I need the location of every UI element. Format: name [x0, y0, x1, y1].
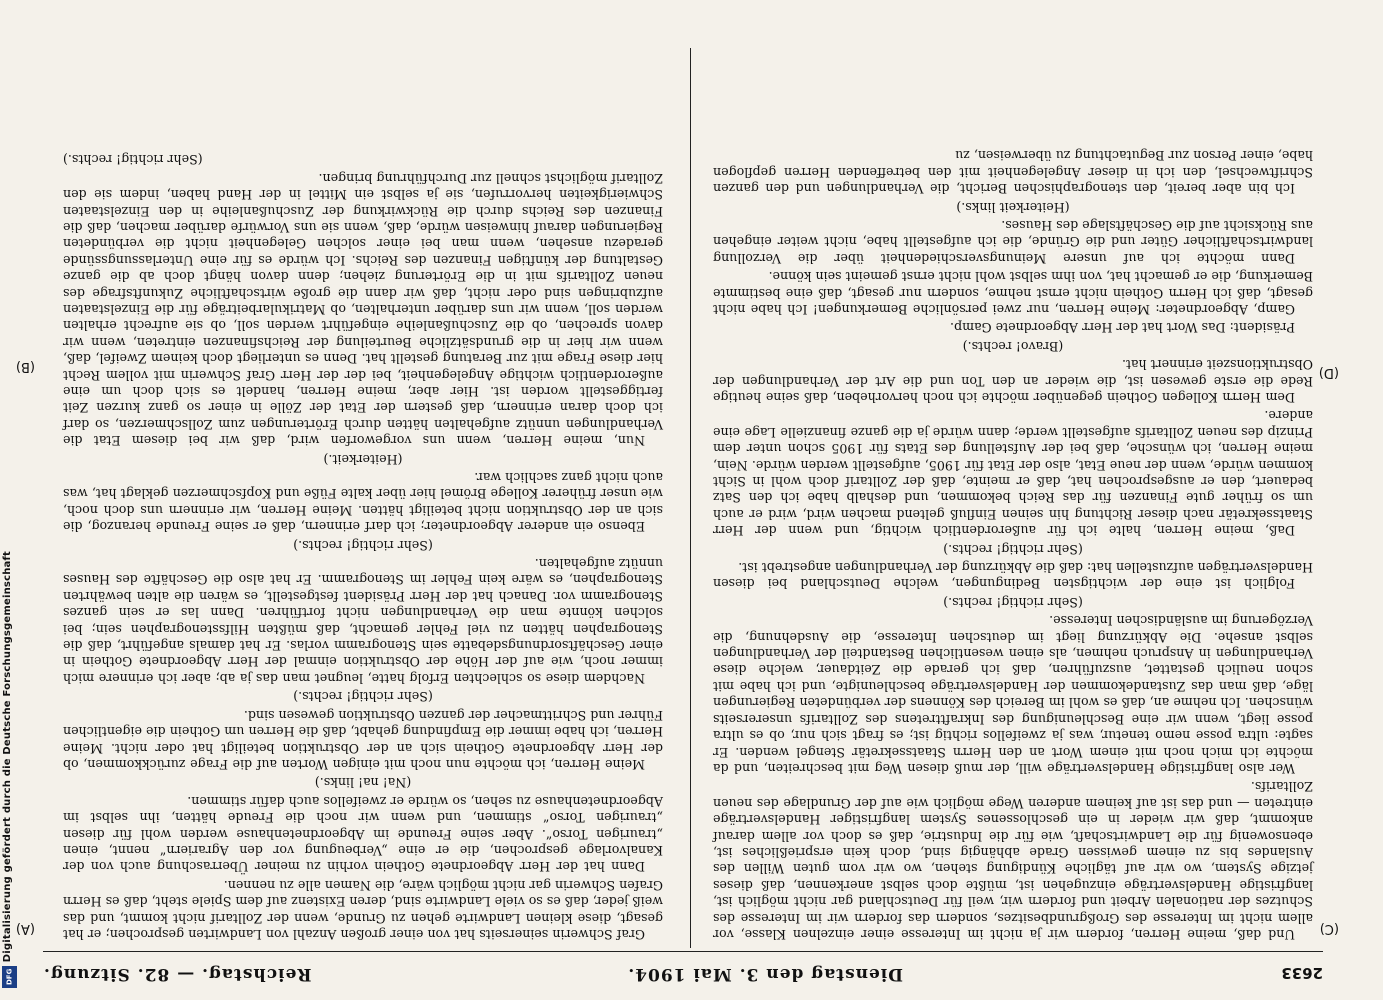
interjection: (Sehr richtig! rechts.) — [943, 594, 1083, 610]
speaker-paragraph: Gamp, Abgeordneter: Meine Herren, nur zwei persönliche Bemerkungen! Ich habe nicht gesagt, daß ich Herrn Gothein nicht ernst nehme, sondern nur gesagt, daß eine bestimmte Bemerkung, die er gemacht hat, von ihm selbst wohl nicht ernst gemeint sein könne. — [713, 269, 1313, 317]
paragraph: Folglich ist eine der wichtigsten Bedingungen, welche Deutschland bei diesen Handelsverträgen aufzustellen hat: daß die Abkürzung der Verhandlungen angestrebt ist. — [713, 560, 1313, 592]
interjection: (Sehr richtig! rechts.) — [63, 152, 203, 168]
margin-marker-c: (C) — [1319, 921, 1339, 936]
header-session: Reichstag. — 82. Sitzung. — [43, 964, 312, 984]
interjection: (Bravo! rechts.) — [962, 338, 1064, 354]
header-rule — [43, 951, 1323, 952]
digitization-credit — [2, 550, 18, 990]
interjection: (Heiterkeit links.) — [956, 199, 1070, 215]
paragraph: Nachdem diese so schlechten Erfolg hatte, leugnet man das ja ab; aber ich erinnere mich immer noch, wie auf der Höhe der Obstruktion einmal der Herr Abgeordnete Gothein in einer Geschäftsordnungsdebatte sein Stenogramm vorlas. Er hat damals angeführt, daß die Stenographen hätten zu viel Fehler gemacht, daß müßten Hilfsstenographen sein; bei solchen könnte man die Verhandlungen nicht fortführen. Dann las er sein ganzes Stenogramm vor. Danach hat der Herr Präsident festgestellt, es wären die alten bewährten Stenographen, es wäre kein Fehler im Stenogramm. Er hat also die Geschäfte des Hauses unnütz aufgehalten. — [63, 556, 663, 686]
interjection: (Heiterkeit.) — [323, 451, 403, 467]
paragraph: Und daß, meine Herren, fordern wir ja nicht im Interesse einer einzelnen Klasse, vor allem nicht im Interesse des Großgrundbesitzes, sondern das fordern wir im Interesse des Schutzes der nationalen Arbeit und fordern wir, weil für Deutschland gar nicht möglich ist, langfristige Handelsverträge einzugehen ist, müßte doch selbst anerkennen, daß dieses jetzige System, wo wir auf tägliche Kündigung stehen, wo wir vom guten Willen des Auslandes bis zu einem gewissen Grade abhängig sind, doch kein ersprießliches ist, ebensowenig für die Landwirtschaft, wie für die Industrie, daß es doch vor allem darauf ankommt, daß wir wieder in ein geschlossenes System langfristiger Handelsverträge eintreten — und das ist auf keinem anderen Wege möglich wie auf der Grundlage des neuen Zolltarifs. — [713, 779, 1313, 942]
page-header — [43, 956, 1323, 986]
paragraph: Wer also langfristige Handelsverträge will, der muß diesen Weg mit beschreiten, und da möchte ich mich noch mit einem Wort an den Herrn Staatssekretär Stengel wenden. Er sagte: ultra posse nemo tenetur, was ja zweifellos richtig ist; es fragt sich nur, ob es ultra posse liegt, wenn wir eine Beschleunigung des Inkrafttretens des Zolltarifs unsererseits wünschen. Ich nehme an, daß es wohl im Bereich des Könnens der verbündeten Regierungen läge, daß man das Zustandekommen der Handelsverträge beschleunigte, und ich habe mit schon neulich gestattet, auszuführen, daß ich gerade die Zeitdauer, welche diese Verhandlungen in Anspruch nehmen, als einen wesentlichen Bestandteil der Verhandlungen selbst ansehe. Die Abkürzung liegt im deutschen Interesse, die Ausdehnung, die Verzögerung im ausländischen Interesse. — [713, 613, 1313, 776]
paragraph: Daß, meine Herren, halte ich für außerordentlich wichtig, und wenn der Herr Staatssekretär nach dieser Richtung hin seinen Einfluß geltend machen wird, wird er auch um so früher gute Finanzen für das Reich bekommen, und deshalb habe ich den Satz bedauert, den er ausgesprochen hat, daß er meinte, daß der Zolltarif doch wohl in Sicht kommen würde, wenn der neue Etat, also der Etat für 1905, aufgestellt werden würde. Nein, meine Herren, ich wünsche, daß bei der Aufstellung des Etats für 1905 schon unter dem Prinzip des neuen Zolltarifs aufgestellt werde; dann würde ja die ganze finanzielle Lage eine andere. — [713, 408, 1313, 539]
dfg-logo: DFG — [2, 966, 17, 988]
header-date: Dienstag den 3. Mai 1904. — [627, 964, 903, 984]
interjection: (Sehr richtig! rechts.) — [943, 541, 1083, 557]
paragraph: Dann hat der Herr Abgeordnete Gothein vorhin zu meiner Überraschung auch von der Kanalvorlage gesprochen, die er eine „Verbeugung vor den Agrariern“ nennt, einen „traurigen Torso“. Aber seine Freunde im Abgeordnetenhause werden wohl für diesen „traurigen Torso“ stimmen, und wenn wir noch die Freude hätten, ihn selbst im Abgeordnetenhause zu sehen, so würde er zweifellos auch dafür stimmen. — [63, 793, 663, 875]
paragraph: Graf Schwerin seinerseits hat von einer großen Anzahl von Landwirten gesprochen; er hat gesagt, diese kleinen Landwirte gehen zu Grunde, wenn der Zolltarif nicht kommt, und das weiß jeder, daß es so viele Landwirte sind, deren Existenz auf dem Spiele steht, daß es Herrn Grafen Schwerin gar nicht möglich wäre, die Namen alle zu nennen. — [63, 877, 663, 942]
text-column-right — [63, 149, 663, 942]
margin-marker-b: (B) — [15, 359, 35, 374]
speaker-paragraph: Präsident: Das Wort hat der Herr Abgeordnete Gamp. — [950, 320, 1295, 336]
text-column-left — [713, 145, 1313, 942]
margin-marker-d: (D) — [1318, 365, 1339, 380]
paragraph: Dann möchte ich auf unsere Meinungsverschiedenheit über die Verzollung landwirtschaftlicher Güter und die Gründe, die ich aufgestellt habe, nicht weiter eingehen aus Rücksicht auf die Geschäftslage des Hauses. — [713, 217, 1313, 266]
column-divider — [690, 48, 691, 948]
page-number: 2633 — [1281, 964, 1323, 982]
paragraph: Nun, meine Herren, wenn uns vorgeworfen wird, daß wir bei diesem Etat die Verhandlungen unnütz aufgehalten hätten durch Erörterungen zum Zollschmerzen, so darf ich doch daran erinnern, daß gestern der Etat der Zölle in einer so ganz kurzen Zeit fertiggestellt worden ist. Hier aber, meine Herren, handelt es sich doch um eine außerordentlich wichtige Angelegenheit, bei der der Herr Graf Schwerin mit vollem Recht hier diese Frage mit zur Beratung gestellt hat. Denn es unterliegt doch keinem Zweifel, daß, wenn wir hier in die grundsätzliche Beurteilung der Reichsfinanzen eintreten, wenn wir davon sprechen, ob die Zuschußanleihe eingeführt werden soll, ob sie aufrecht erhalten werden soll, wenn wir uns darüber unterhalten, ob Matrikularbeiträge für die Einzelstaaten aufzubringen sind oder nicht, daß wir dann die große wirtschaftliche Zukunftsfrage des neuen Zolltarifs mit in die Erörterung ziehen; denn davon hängt doch ab die ganze Gestaltung der künftigen Finanzen des Reichs. Ich würde es für eine Unterlassungssünde geradezu ansehen, wenn man bei einer solchen Gelegenheit nicht die verbündeten Regierungen darauf hinweisen würde, daß, wenn sie uns Vorwürfe darüber machen, daß die Finanzen des Reichs durch die Rückwirkung der Zuschußanleihe in den Einzelstaaten Schwierigkeiten hervorrufen, sie ja selbst ein Mittel in der Hand haben, indem sie den Zolltarif möglichst schnell zur Durchführung bringen. — [63, 170, 663, 449]
paragraph: Meine Herren, ich möchte nun noch mit einigen Worten auf die Frage zurückkommen, ob der Herr Abgeordnete Gothein sich an der Obstruktion beteiligt hat oder nicht. Meine Herren, ich habe immer die Empfindung gehabt, daß die Herren um Gothein die eigentlichen Führer und Schrittmacher der ganzen Obstruktion gewesen sind. — [63, 707, 663, 772]
margin-marker-a: (A) — [15, 921, 35, 936]
paragraph: Dem Herrn Kollegen Gothein gegenüber möchte ich noch hervorheben, daß seine heutige Rede die erste gewesen ist, die wieder an den Ton und die Art der Verhandlungen der Obstruktionszeit erinnert hat. — [713, 357, 1313, 405]
paragraph: Ebenso ein anderer Abgeordneter; ich darf erinnern, daß er seine Freunde heranzog, die sich an der Obstruktion nicht beteiligt hätten. Meine Herren, wir erinnern uns doch noch, wie unser früherer Kollege Brömel hier über kalte Füße und Kopfschmerzen geklagt hat, was auch nicht ganz sachlich war. — [63, 470, 663, 535]
interjection: (Na! na! links.) — [314, 775, 412, 791]
interjection: (Sehr richtig! rechts.) — [293, 537, 433, 553]
paragraph: Ich bin aber bereit, den stenographischen Bericht, die Verhandlungen und den ganzen Schriftwechsel, den ich in dieser Angelegenheit mit den betreffenden Herren gepflogen habe, einer Person zur Begutachtung zu überweisen, zu — [713, 148, 1313, 197]
interjection: (Sehr richtig! rechts.) — [293, 689, 433, 705]
credit-text: Digitalisierung gefördert durch die Deutsche Forschungsgemeinschaft — [2, 550, 13, 962]
